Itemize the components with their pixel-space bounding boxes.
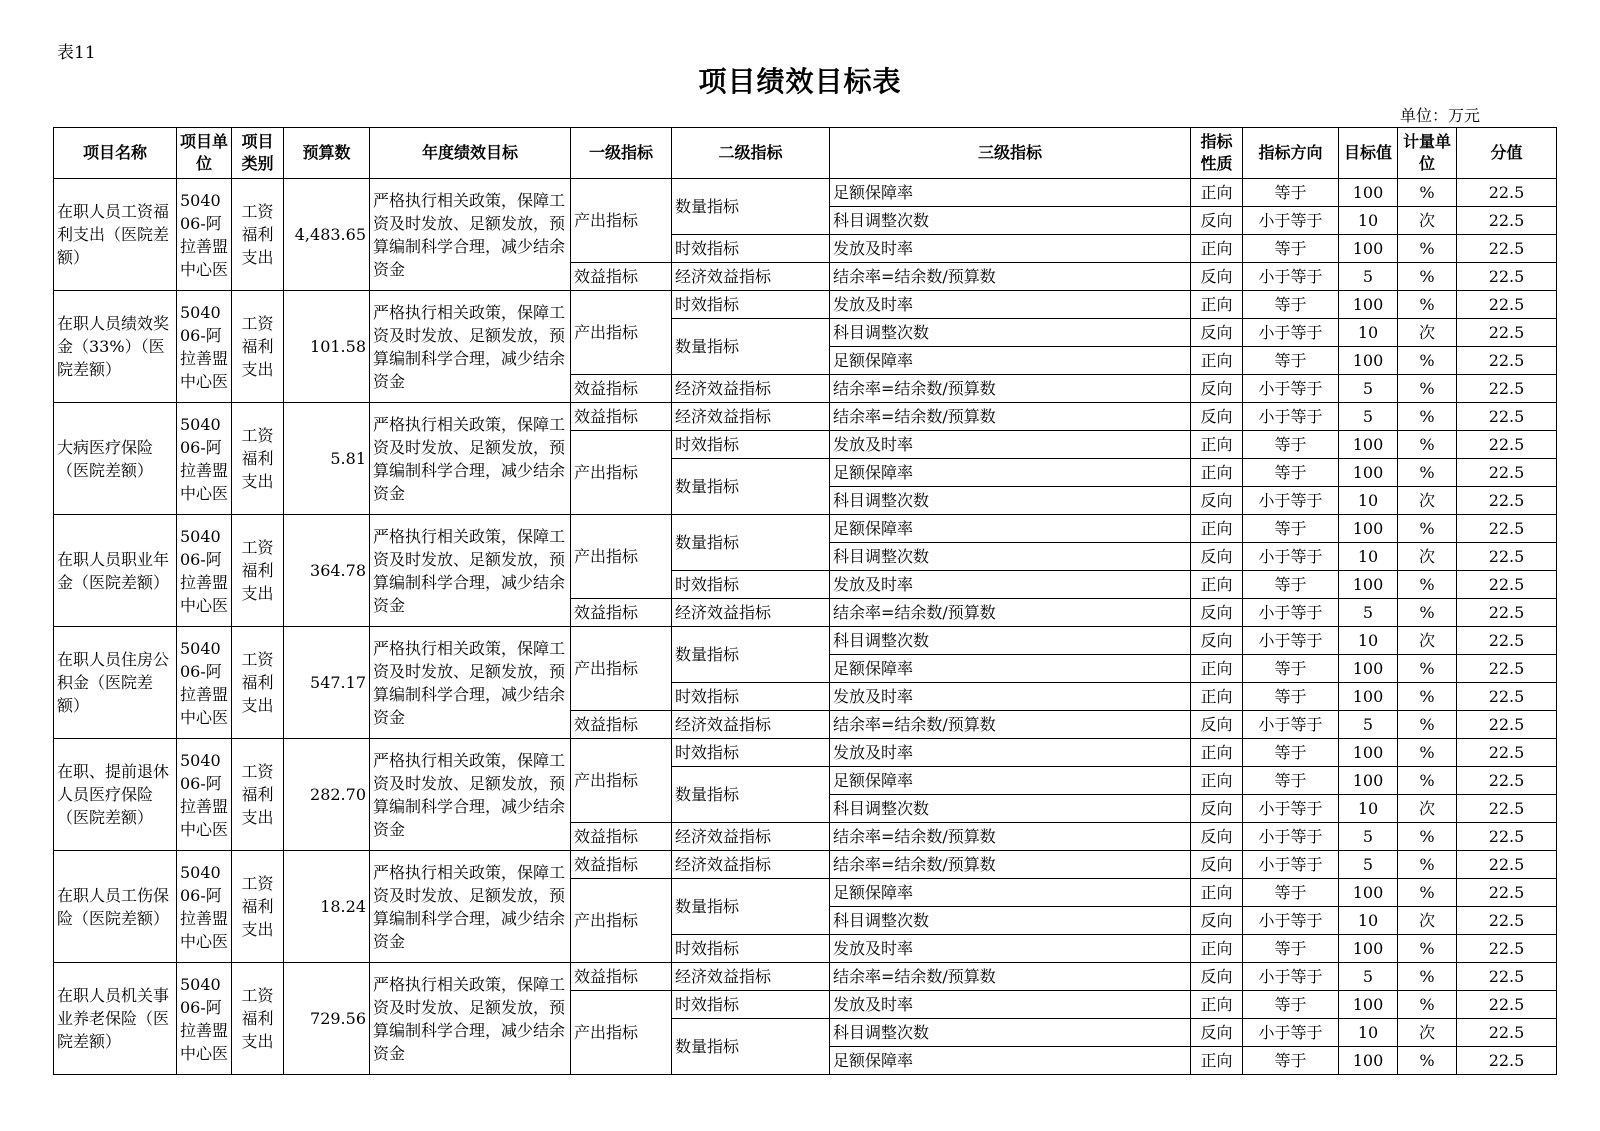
indicator-nature-cell: 正向: [1191, 683, 1243, 711]
indicator-direction-cell: 小于等于: [1243, 711, 1339, 739]
target-value-cell: 100: [1339, 179, 1398, 207]
score-cell: 22.5: [1457, 935, 1557, 963]
level2-indicator-cell: 数量指标: [672, 319, 830, 375]
budget-cell: 364.78: [284, 515, 370, 627]
score-cell: 22.5: [1457, 179, 1557, 207]
target-value-cell: 5: [1339, 403, 1398, 431]
level3-indicator-cell: 发放及时率: [830, 935, 1191, 963]
level3-indicator-cell: 结余率=结余数/预算数: [830, 599, 1191, 627]
indicator-direction-cell: 小于等于: [1243, 963, 1339, 991]
target-value-cell: 5: [1339, 263, 1398, 291]
indicator-nature-cell: 反向: [1191, 823, 1243, 851]
indicator-direction-cell: 小于等于: [1243, 1019, 1339, 1047]
project-unit-cell: 504006-阿拉善盟中心医: [177, 963, 232, 1075]
measure-unit-cell: %: [1398, 515, 1457, 543]
table-row: [54, 403, 1557, 431]
project-category-cell: 工资福利支出: [232, 963, 284, 1075]
col-header-target: 目标值: [1339, 128, 1398, 179]
score-cell: 22.5: [1457, 515, 1557, 543]
annual-goal-cell: 严格执行相关政策，保障工资及时发放、足额发放，预算编制科学合理，减少结余资金: [370, 963, 571, 1075]
col-header-score: 分值: [1457, 128, 1557, 179]
level2-indicator-cell: 数量指标: [672, 879, 830, 935]
level2-indicator-cell: 经济效益指标: [672, 851, 830, 879]
measure-unit-cell: 次: [1398, 907, 1457, 935]
level1-indicator-cell: 产出指标: [571, 627, 672, 711]
col-header-level2: 二级指标: [672, 128, 830, 179]
level1-indicator-cell: 产出指标: [571, 431, 672, 515]
level3-indicator-cell: 足额保障率: [830, 1047, 1191, 1075]
indicator-nature-cell: 正向: [1191, 235, 1243, 263]
target-value-cell: 5: [1339, 963, 1398, 991]
col-header-nature: 指标性质: [1191, 128, 1243, 179]
score-cell: 22.5: [1457, 851, 1557, 879]
score-cell: 22.5: [1457, 1047, 1557, 1075]
target-value-cell: 10: [1339, 627, 1398, 655]
level3-indicator-cell: 足额保障率: [830, 515, 1191, 543]
target-value-cell: 100: [1339, 459, 1398, 487]
level3-indicator-cell: 发放及时率: [830, 683, 1191, 711]
level2-indicator-cell: 时效指标: [672, 991, 830, 1019]
level2-indicator-cell: 经济效益指标: [672, 263, 830, 291]
indicator-direction-cell: 等于: [1243, 291, 1339, 319]
indicator-direction-cell: 等于: [1243, 459, 1339, 487]
level3-indicator-cell: 足额保障率: [830, 459, 1191, 487]
indicator-nature-cell: 反向: [1191, 795, 1243, 823]
indicator-direction-cell: 等于: [1243, 739, 1339, 767]
col-header-measure-unit: 计量单位: [1398, 128, 1457, 179]
budget-cell: 729.56: [284, 963, 370, 1075]
score-cell: 22.5: [1457, 1019, 1557, 1047]
level2-indicator-cell: 经济效益指标: [672, 823, 830, 851]
indicator-nature-cell: 正向: [1191, 431, 1243, 459]
indicator-nature-cell: 正向: [1191, 767, 1243, 795]
score-cell: 22.5: [1457, 263, 1557, 291]
target-value-cell: 5: [1339, 823, 1398, 851]
measure-unit-cell: %: [1398, 235, 1457, 263]
project-unit-cell: 504006-阿拉善盟中心医: [177, 403, 232, 515]
budget-cell: 5.81: [284, 403, 370, 515]
measure-unit-cell: %: [1398, 1047, 1457, 1075]
indicator-direction-cell: 小于等于: [1243, 263, 1339, 291]
indicator-nature-cell: 反向: [1191, 207, 1243, 235]
indicator-nature-cell: 正向: [1191, 347, 1243, 375]
project-unit-cell: 504006-阿拉善盟中心医: [177, 515, 232, 627]
level1-indicator-cell: 效益指标: [571, 711, 672, 739]
score-cell: 22.5: [1457, 627, 1557, 655]
level2-indicator-cell: 时效指标: [672, 739, 830, 767]
col-header-project-unit: 项目单位: [177, 128, 232, 179]
project-name-cell: 在职、提前退休人员医疗保险（医院差额）: [54, 739, 177, 851]
target-value-cell: 100: [1339, 235, 1398, 263]
level1-indicator-cell: 产出指标: [571, 991, 672, 1075]
measure-unit-cell: %: [1398, 767, 1457, 795]
project-category-cell: 工资福利支出: [232, 851, 284, 963]
level3-indicator-cell: 足额保障率: [830, 879, 1191, 907]
level3-indicator-cell: 发放及时率: [830, 739, 1191, 767]
level1-indicator-cell: 效益指标: [571, 823, 672, 851]
level3-indicator-cell: 发放及时率: [830, 431, 1191, 459]
measure-unit-cell: 次: [1398, 207, 1457, 235]
table-row: [54, 627, 1557, 655]
target-value-cell: 10: [1339, 1019, 1398, 1047]
project-category-cell: 工资福利支出: [232, 739, 284, 851]
level3-indicator-cell: 足额保障率: [830, 767, 1191, 795]
score-cell: 22.5: [1457, 347, 1557, 375]
measure-unit-cell: %: [1398, 459, 1457, 487]
level2-indicator-cell: 数量指标: [672, 459, 830, 515]
indicator-direction-cell: 小于等于: [1243, 599, 1339, 627]
level2-indicator-cell: 数量指标: [672, 179, 830, 235]
col-header-level3: 三级指标: [830, 128, 1191, 179]
indicator-direction-cell: 小于等于: [1243, 795, 1339, 823]
table-row: [54, 963, 1557, 991]
table-row: [54, 851, 1557, 879]
target-value-cell: 100: [1339, 291, 1398, 319]
col-header-level1: 一级指标: [571, 128, 672, 179]
level1-indicator-cell: 产出指标: [571, 291, 672, 375]
score-cell: 22.5: [1457, 991, 1557, 1019]
level3-indicator-cell: 发放及时率: [830, 291, 1191, 319]
page-title: 项目绩效目标表: [698, 65, 902, 98]
indicator-nature-cell: 反向: [1191, 375, 1243, 403]
annual-goal-cell: 严格执行相关政策，保障工资及时发放、足额发放，预算编制科学合理，减少结余资金: [370, 403, 571, 515]
col-header-annual-goal: 年度绩效目标: [370, 128, 571, 179]
score-cell: 22.5: [1457, 795, 1557, 823]
level2-indicator-cell: 时效指标: [672, 291, 830, 319]
level1-indicator-cell: 效益指标: [571, 599, 672, 627]
performance-target-table: [53, 127, 1557, 1075]
level2-indicator-cell: 数量指标: [672, 515, 830, 571]
score-cell: 22.5: [1457, 963, 1557, 991]
indicator-nature-cell: 反向: [1191, 263, 1243, 291]
level1-indicator-cell: 效益指标: [571, 963, 672, 991]
col-header-budget: 预算数: [284, 128, 370, 179]
level3-indicator-cell: 发放及时率: [830, 571, 1191, 599]
level1-indicator-cell: 效益指标: [571, 851, 672, 879]
project-name-cell: 在职人员绩效奖金（33%）（医院差额）: [54, 291, 177, 403]
target-value-cell: 5: [1339, 711, 1398, 739]
level2-indicator-cell: 经济效益指标: [672, 375, 830, 403]
measure-unit-cell: %: [1398, 347, 1457, 375]
indicator-nature-cell: 正向: [1191, 291, 1243, 319]
measure-unit-cell: %: [1398, 683, 1457, 711]
indicator-direction-cell: 小于等于: [1243, 543, 1339, 571]
target-value-cell: 10: [1339, 207, 1398, 235]
indicator-nature-cell: 反向: [1191, 599, 1243, 627]
level2-indicator-cell: 时效指标: [672, 571, 830, 599]
score-cell: 22.5: [1457, 767, 1557, 795]
measure-unit-cell: %: [1398, 403, 1457, 431]
measure-unit-cell: 次: [1398, 543, 1457, 571]
measure-unit-cell: 次: [1398, 795, 1457, 823]
score-cell: 22.5: [1457, 207, 1557, 235]
indicator-nature-cell: 正向: [1191, 459, 1243, 487]
target-value-cell: 100: [1339, 935, 1398, 963]
indicator-nature-cell: 正向: [1191, 655, 1243, 683]
measure-unit-cell: 次: [1398, 627, 1457, 655]
level2-indicator-cell: 数量指标: [672, 767, 830, 823]
level1-indicator-cell: 产出指标: [571, 739, 672, 823]
level3-indicator-cell: 科目调整次数: [830, 319, 1191, 347]
col-header-direction: 指标方向: [1243, 128, 1339, 179]
table-body: [54, 179, 1557, 1075]
level3-indicator-cell: 科目调整次数: [830, 907, 1191, 935]
score-cell: 22.5: [1457, 823, 1557, 851]
indicator-direction-cell: 小于等于: [1243, 627, 1339, 655]
target-value-cell: 100: [1339, 431, 1398, 459]
target-value-cell: 100: [1339, 879, 1398, 907]
score-cell: 22.5: [1457, 571, 1557, 599]
level3-indicator-cell: 科目调整次数: [830, 627, 1191, 655]
indicator-direction-cell: 等于: [1243, 1047, 1339, 1075]
measure-unit-cell: %: [1398, 263, 1457, 291]
measure-unit-cell: %: [1398, 935, 1457, 963]
level3-indicator-cell: 发放及时率: [830, 991, 1191, 1019]
indicator-direction-cell: 等于: [1243, 179, 1339, 207]
level1-indicator-cell: 产出指标: [571, 179, 672, 263]
indicator-nature-cell: 正向: [1191, 571, 1243, 599]
indicator-nature-cell: 反向: [1191, 543, 1243, 571]
indicator-direction-cell: 等于: [1243, 683, 1339, 711]
score-cell: 22.5: [1457, 291, 1557, 319]
indicator-nature-cell: 正向: [1191, 515, 1243, 543]
score-cell: 22.5: [1457, 375, 1557, 403]
level3-indicator-cell: 足额保障率: [830, 179, 1191, 207]
indicator-direction-cell: 等于: [1243, 935, 1339, 963]
indicator-nature-cell: 反向: [1191, 963, 1243, 991]
indicator-direction-cell: 小于等于: [1243, 851, 1339, 879]
indicator-direction-cell: 等于: [1243, 767, 1339, 795]
project-category-cell: 工资福利支出: [232, 515, 284, 627]
target-value-cell: 100: [1339, 515, 1398, 543]
measure-unit-cell: %: [1398, 431, 1457, 459]
target-value-cell: 100: [1339, 739, 1398, 767]
annual-goal-cell: 严格执行相关政策，保障工资及时发放、足额发放，预算编制科学合理，减少结余资金: [370, 179, 571, 291]
project-category-cell: 工资福利支出: [232, 627, 284, 739]
unit-note: 单位：万元: [1400, 106, 1481, 125]
indicator-nature-cell: 反向: [1191, 711, 1243, 739]
table-number: 表11: [57, 43, 96, 63]
project-category-cell: 工资福利支出: [232, 179, 284, 291]
measure-unit-cell: %: [1398, 655, 1457, 683]
score-cell: 22.5: [1457, 459, 1557, 487]
level2-indicator-cell: 时效指标: [672, 431, 830, 459]
level2-indicator-cell: 数量指标: [672, 1019, 830, 1075]
target-value-cell: 100: [1339, 683, 1398, 711]
indicator-direction-cell: 小于等于: [1243, 403, 1339, 431]
header-row: [54, 128, 1557, 179]
measure-unit-cell: %: [1398, 963, 1457, 991]
budget-cell: 547.17: [284, 627, 370, 739]
project-unit-cell: 504006-阿拉善盟中心医: [177, 739, 232, 851]
target-value-cell: 100: [1339, 655, 1398, 683]
level1-indicator-cell: 效益指标: [571, 263, 672, 291]
measure-unit-cell: %: [1398, 879, 1457, 907]
project-name-cell: 在职人员住房公积金（医院差额）: [54, 627, 177, 739]
level2-indicator-cell: 时效指标: [672, 683, 830, 711]
measure-unit-cell: %: [1398, 711, 1457, 739]
project-name-cell: 在职人员机关事业养老保险（医院差额）: [54, 963, 177, 1075]
score-cell: 22.5: [1457, 431, 1557, 459]
indicator-nature-cell: 反向: [1191, 487, 1243, 515]
budget-cell: 282.70: [284, 739, 370, 851]
indicator-direction-cell: 等于: [1243, 879, 1339, 907]
indicator-nature-cell: 反向: [1191, 319, 1243, 347]
measure-unit-cell: %: [1398, 291, 1457, 319]
indicator-nature-cell: 正向: [1191, 739, 1243, 767]
target-value-cell: 5: [1339, 375, 1398, 403]
indicator-direction-cell: 等于: [1243, 235, 1339, 263]
level3-indicator-cell: 结余率=结余数/预算数: [830, 963, 1191, 991]
annual-goal-cell: 严格执行相关政策，保障工资及时发放、足额发放，预算编制科学合理，减少结余资金: [370, 627, 571, 739]
target-value-cell: 10: [1339, 907, 1398, 935]
level2-indicator-cell: 时效指标: [672, 235, 830, 263]
level3-indicator-cell: 科目调整次数: [830, 1019, 1191, 1047]
project-category-cell: 工资福利支出: [232, 291, 284, 403]
target-value-cell: 100: [1339, 991, 1398, 1019]
col-header-project-name: 项目名称: [54, 128, 177, 179]
indicator-direction-cell: 等于: [1243, 515, 1339, 543]
level1-indicator-cell: 效益指标: [571, 403, 672, 431]
table-row: [54, 291, 1557, 319]
indicator-direction-cell: 等于: [1243, 571, 1339, 599]
measure-unit-cell: 次: [1398, 319, 1457, 347]
level3-indicator-cell: 科目调整次数: [830, 543, 1191, 571]
indicator-nature-cell: 正向: [1191, 879, 1243, 907]
project-name-cell: 在职人员职业年金（医院差额）: [54, 515, 177, 627]
score-cell: 22.5: [1457, 235, 1557, 263]
target-value-cell: 10: [1339, 487, 1398, 515]
indicator-nature-cell: 正向: [1191, 991, 1243, 1019]
score-cell: 22.5: [1457, 319, 1557, 347]
table-row: [54, 515, 1557, 543]
indicator-direction-cell: 小于等于: [1243, 375, 1339, 403]
target-value-cell: 5: [1339, 599, 1398, 627]
table-row: [54, 179, 1557, 207]
indicator-direction-cell: 小于等于: [1243, 823, 1339, 851]
indicator-direction-cell: 等于: [1243, 655, 1339, 683]
project-category-cell: 工资福利支出: [232, 403, 284, 515]
level3-indicator-cell: 结余率=结余数/预算数: [830, 711, 1191, 739]
project-unit-cell: 504006-阿拉善盟中心医: [177, 179, 232, 291]
measure-unit-cell: 次: [1398, 487, 1457, 515]
indicator-nature-cell: 正向: [1191, 935, 1243, 963]
level3-indicator-cell: 结余率=结余数/预算数: [830, 851, 1191, 879]
measure-unit-cell: 次: [1398, 1019, 1457, 1047]
indicator-direction-cell: 小于等于: [1243, 319, 1339, 347]
project-name-cell: 在职人员工伤保险（医院差额）: [54, 851, 177, 963]
project-name-cell: 大病医疗保险（医院差额）: [54, 403, 177, 515]
score-cell: 22.5: [1457, 543, 1557, 571]
indicator-direction-cell: 小于等于: [1243, 907, 1339, 935]
indicator-nature-cell: 正向: [1191, 1047, 1243, 1075]
level3-indicator-cell: 发放及时率: [830, 235, 1191, 263]
score-cell: 22.5: [1457, 599, 1557, 627]
level1-indicator-cell: 效益指标: [571, 375, 672, 403]
project-unit-cell: 504006-阿拉善盟中心医: [177, 291, 232, 403]
score-cell: 22.5: [1457, 683, 1557, 711]
level3-indicator-cell: 科目调整次数: [830, 487, 1191, 515]
budget-cell: 101.58: [284, 291, 370, 403]
indicator-direction-cell: 等于: [1243, 431, 1339, 459]
level3-indicator-cell: 结余率=结余数/预算数: [830, 263, 1191, 291]
target-value-cell: 100: [1339, 1047, 1398, 1075]
annual-goal-cell: 严格执行相关政策，保障工资及时发放、足额发放，预算编制科学合理，减少结余资金: [370, 739, 571, 851]
indicator-nature-cell: 反向: [1191, 627, 1243, 655]
score-cell: 22.5: [1457, 655, 1557, 683]
measure-unit-cell: %: [1398, 823, 1457, 851]
measure-unit-cell: %: [1398, 599, 1457, 627]
project-name-cell: 在职人员工资福利支出（医院差额）: [54, 179, 177, 291]
project-unit-cell: 504006-阿拉善盟中心医: [177, 851, 232, 963]
level2-indicator-cell: 数量指标: [672, 627, 830, 683]
indicator-direction-cell: 小于等于: [1243, 487, 1339, 515]
annual-goal-cell: 严格执行相关政策，保障工资及时发放、足额发放，预算编制科学合理，减少结余资金: [370, 291, 571, 403]
target-value-cell: 100: [1339, 767, 1398, 795]
measure-unit-cell: %: [1398, 739, 1457, 767]
measure-unit-cell: %: [1398, 179, 1457, 207]
level2-indicator-cell: 经济效益指标: [672, 963, 830, 991]
score-cell: 22.5: [1457, 739, 1557, 767]
level2-indicator-cell: 经济效益指标: [672, 711, 830, 739]
target-value-cell: 100: [1339, 347, 1398, 375]
score-cell: 22.5: [1457, 879, 1557, 907]
measure-unit-cell: %: [1398, 571, 1457, 599]
measure-unit-cell: %: [1398, 375, 1457, 403]
indicator-nature-cell: 反向: [1191, 403, 1243, 431]
annual-goal-cell: 严格执行相关政策，保障工资及时发放、足额发放，预算编制科学合理，减少结余资金: [370, 851, 571, 963]
level3-indicator-cell: 科目调整次数: [830, 795, 1191, 823]
indicator-direction-cell: 等于: [1243, 347, 1339, 375]
level2-indicator-cell: 时效指标: [672, 935, 830, 963]
level1-indicator-cell: 产出指标: [571, 879, 672, 963]
target-value-cell: 100: [1339, 571, 1398, 599]
measure-unit-cell: %: [1398, 991, 1457, 1019]
level3-indicator-cell: 足额保障率: [830, 347, 1191, 375]
measure-unit-cell: %: [1398, 851, 1457, 879]
annual-goal-cell: 严格执行相关政策，保障工资及时发放、足额发放，预算编制科学合理，减少结余资金: [370, 515, 571, 627]
score-cell: 22.5: [1457, 711, 1557, 739]
level3-indicator-cell: 结余率=结余数/预算数: [830, 375, 1191, 403]
budget-cell: 4,483.65: [284, 179, 370, 291]
level3-indicator-cell: 结余率=结余数/预算数: [830, 403, 1191, 431]
project-unit-cell: 504006-阿拉善盟中心医: [177, 627, 232, 739]
table-row: [54, 739, 1557, 767]
col-header-project-category: 项目类别: [232, 128, 284, 179]
level1-indicator-cell: 产出指标: [571, 515, 672, 599]
target-value-cell: 5: [1339, 851, 1398, 879]
score-cell: 22.5: [1457, 487, 1557, 515]
indicator-nature-cell: 反向: [1191, 851, 1243, 879]
target-value-cell: 10: [1339, 543, 1398, 571]
level3-indicator-cell: 科目调整次数: [830, 207, 1191, 235]
budget-cell: 18.24: [284, 851, 370, 963]
indicator-nature-cell: 反向: [1191, 907, 1243, 935]
level3-indicator-cell: 足额保障率: [830, 655, 1191, 683]
target-value-cell: 10: [1339, 795, 1398, 823]
level2-indicator-cell: 经济效益指标: [672, 403, 830, 431]
indicator-nature-cell: 反向: [1191, 1019, 1243, 1047]
target-value-cell: 10: [1339, 319, 1398, 347]
indicator-direction-cell: 小于等于: [1243, 207, 1339, 235]
indicator-nature-cell: 正向: [1191, 179, 1243, 207]
indicator-direction-cell: 等于: [1243, 991, 1339, 1019]
score-cell: 22.5: [1457, 403, 1557, 431]
level3-indicator-cell: 结余率=结余数/预算数: [830, 823, 1191, 851]
level2-indicator-cell: 经济效益指标: [672, 599, 830, 627]
score-cell: 22.5: [1457, 907, 1557, 935]
